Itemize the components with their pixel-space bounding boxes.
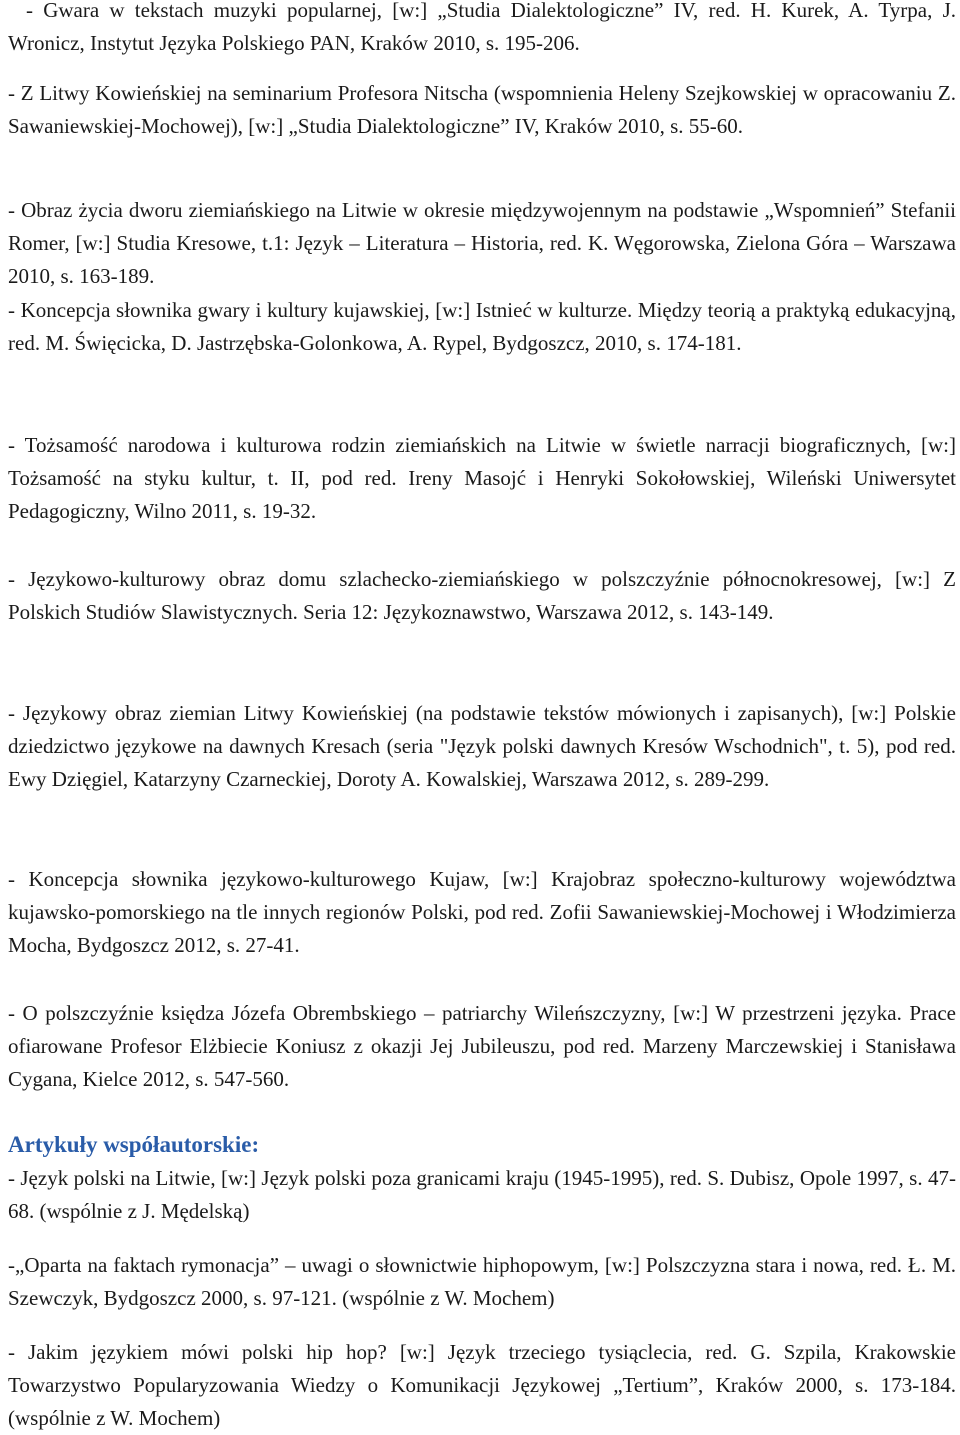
bibliography-entry: - Z Litwy Kowieńskiej na seminarium Profesora Nitscha (wspomnienia Heleny Szejkowskiej w opracowaniu Z. Sawaniewskiej-Mochowej), [w:] „Studia Dialektologiczne” IV, Kraków 2010, s. 55-60. [8,81,956,138]
bibliography-entry: - Koncepcja słownika gwary i kultury kujawskiej, [w:] Istnieć w kulturze. Między teorią a praktyką edukacyjną, red. M. Święcicka, D. Jastrzębska-Golonkowa, A. Rypel, Bydgoszcz, 2010, s. 174-181. [8,298,956,355]
bibliography-entry: - O polszczyźnie księdza Józefa Obrembskiego – patriarchy Wileńszczyzny, [w:] W przestrzeni języka. Prace ofiarowane Profesor Elżbiecie Koniusz z okazji Jej Jubileuszu, pod red. Marzeny Marczewskiej i Stanisława Cygana, Kielce 2012, s. 547-560. [8,1001,956,1091]
section-heading: Artykuły współautorskie: [8,1132,260,1157]
coauthored-entry: - Język polski na Litwie, [w:] Język polski poza granicami kraju (1945-1995), red. S. Dubisz, Opole 1997, s. 47-68. (wspólnie z J. Mędelską) [8,1166,956,1223]
bibliography-entry: - Gwara w tekstach muzyki popularnej, [w:] „Studia Dialektologiczne” IV, red. H. Kurek, A. Tyrpa, J. Wronicz, Instytut Języka Polskiego PAN, Kraków 2010, s. 195-206. [8,0,956,55]
bibliography-entry: - Koncepcja słownika językowo-kulturowego Kujaw, [w:] Krajobraz społeczno-kulturowy województwa kujawsko-pomorskiego na tle innych regionów Polski, pod red. Zofii Sawaniewskiej-Mochowej i Włodzimierza Mocha, Bydgoszcz 2012, s. 27-41. [8,867,956,957]
bibliography-entry: - Językowo-kulturowy obraz domu szlachecko-ziemiańskiego w polszczyźnie północnokresowej, [w:] Z Polskich Studiów Slawistycznych. Seria 12: Językoznawstwo, Warszawa 2012, s. 143-149. [8,567,956,624]
coauthored-entry: - Jakim językiem mówi polski hip hop? [w:] Język trzeciego tysiąclecia, red. G. Szpila, Krakowskie Towarzystwo Popularyzowania Wiedzy o Komunikacji Językowej „Tertium”, Kraków 2000, s. 173-184. (wspólnie z W. Mochem) [8,1340,956,1430]
bibliography-entry: - Obraz życia dworu ziemiańskiego na Litwie w okresie międzywojennym na podstawie „Wspomnień” Stefanii Romer, [w:] Studia Kresowe, t.1: Język – Literatura – Historia, red. K. Węgorowska, Zielona Góra – Warszawa 2010, s. 163-189. [8,198,956,288]
bibliography-entry: - Językowy obraz ziemian Litwy Kowieńskiej (na podstawie tekstów mówionych i zapisanych), [w:] Polskie dziedzictwo językowe na dawnych Kresach (seria "Język polski dawnych Kresów Wschodnich", t. 5), pod red. Ewy Dzięgiel, Katarzyny Czarneckiej, Doroty A. Kowalskiej, Warszawa 2012, s. 289-299. [8,701,956,791]
bibliography-entry: - Tożsamość narodowa i kulturowa rodzin ziemiańskich na Litwie w świetle narracji biograficznych, [w:] Tożsamość na styku kultur, t. II, pod red. Ireny Masojć i Henryki Sokołowskiej, Wileński Uniwersytet Pedagogiczny, Wilno 2011, s. 19-32. [8,433,956,523]
coauthored-entry: -„Oparta na faktach rymonacja” – uwagi o słownictwie hiphopowym, [w:] Polszczyzna stara i nowa, red. Ł. M. Szewczyk, Bydgoszcz 2000, s. 97-121. (wspólnie z W. Mochem) [8,1253,956,1310]
